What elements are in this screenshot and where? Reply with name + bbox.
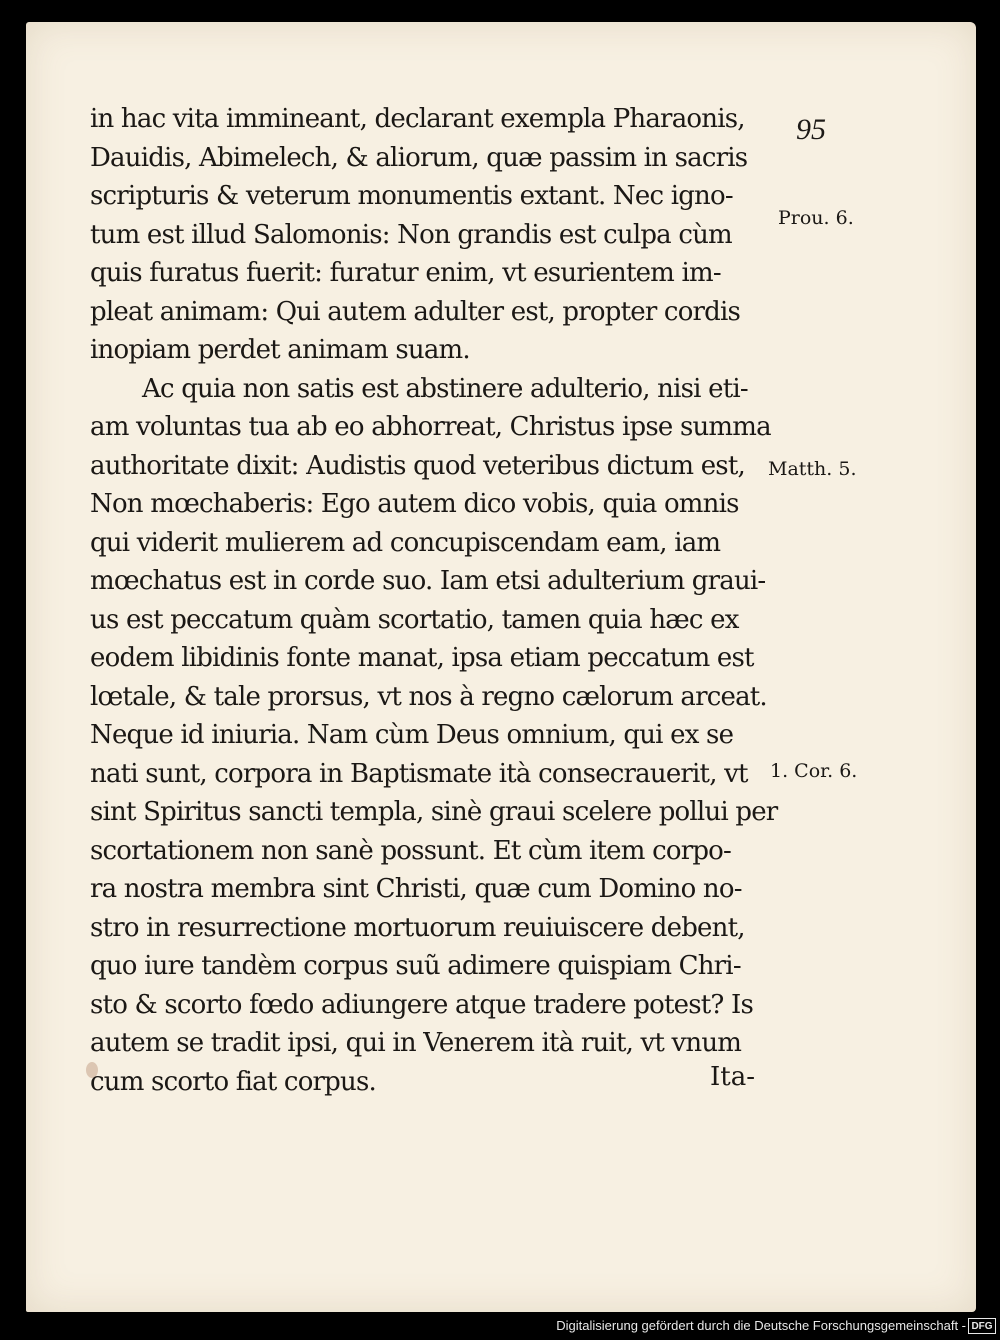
margin-note-cor: 1. Cor. 6. [770,760,858,782]
margin-note-prou: Prou. 6. [778,207,854,229]
text-line: am voluntas tua ab eo abhorreat, Christus ipse summa [90,412,771,442]
text-line: lœtale, & tale prorsus, vt nos à regno cælorum arceat. [90,681,767,712]
margin-note-matth: Matth. 5. [768,458,857,480]
text-line: Ac quia non satis est abstinere adulterio, nisi eti- [142,373,748,404]
catchword: Ita- [710,1062,756,1092]
text-line: quis furatus fuerit: furatur enim, vt esurientem im- [90,258,721,288]
text-line: pleat animam: Qui autem adulter est, propter cordis [90,296,741,327]
text-line: scripturis & veterum monumentis extant. Nec igno- [90,181,733,211]
text-line: sint Spiritus sancti templa, sinè graui scelere pollui per [90,797,778,827]
text-line: scortationem non sanè possunt. Et cùm item corpo- [90,835,732,866]
text-line: tum est illud Salomonis: Non grandis est culpa cùm [90,219,732,250]
text-line: Non mœchaberis: Ego autem dico vobis, quia omnis [90,489,739,519]
text-line: Dauidis, Abimelech, & aliorum, quæ passim in sacris [90,142,748,173]
text-line: nati sunt, corpora in Baptismate ità consecrauerit, vt [90,758,748,789]
funding-credit: Digitalisierung gefördert durch die Deutsche Forschungsgemeinschaft - [556,1318,966,1333]
text-line: autem se tradit ipsi, qui in Venerem ità ruit, vt vnum [90,1028,742,1058]
text-line: us est peccatum quàm scortatio, tamen quia hæc ex [90,604,739,635]
dfg-logo-icon: DFG [968,1318,996,1334]
text-line: stro in resurrectione mortuorum reuiuiscere debent, [90,912,745,943]
page-number: 95 [796,113,826,146]
text-line: eodem libidinis fonte manat, ipsa etiam peccatum est [90,643,754,673]
text-line: in hac vita immineant, declarant exempla Pharaonis, [90,104,745,134]
text-line: ra nostra membra sint Christi, quæ cum Domino no- [90,874,742,904]
text-line: authoritate dixit: Audistis quod veteribus dictum est, [90,450,745,481]
body-text [90,100,780,1101]
text-line: inopiam perdet animam suam. [90,335,470,365]
text-line: qui viderit mulierem ad concupiscendam eam, iam [90,527,721,558]
footer-bar [0,1314,1000,1340]
text-line: quo iure tandèm corpus suũ adimere quispiam Chri- [90,951,741,981]
text-line: cum scorto fiat corpus. [90,1066,376,1097]
text-line: Neque id iniuria. Nam cùm Deus omnium, qui ex se [90,720,734,750]
text-line: mœchatus est in corde suo. Iam etsi adulterium graui- [90,566,766,596]
text-line: sto & scorto fœdo adiungere atque tradere potest? Is [90,989,754,1020]
